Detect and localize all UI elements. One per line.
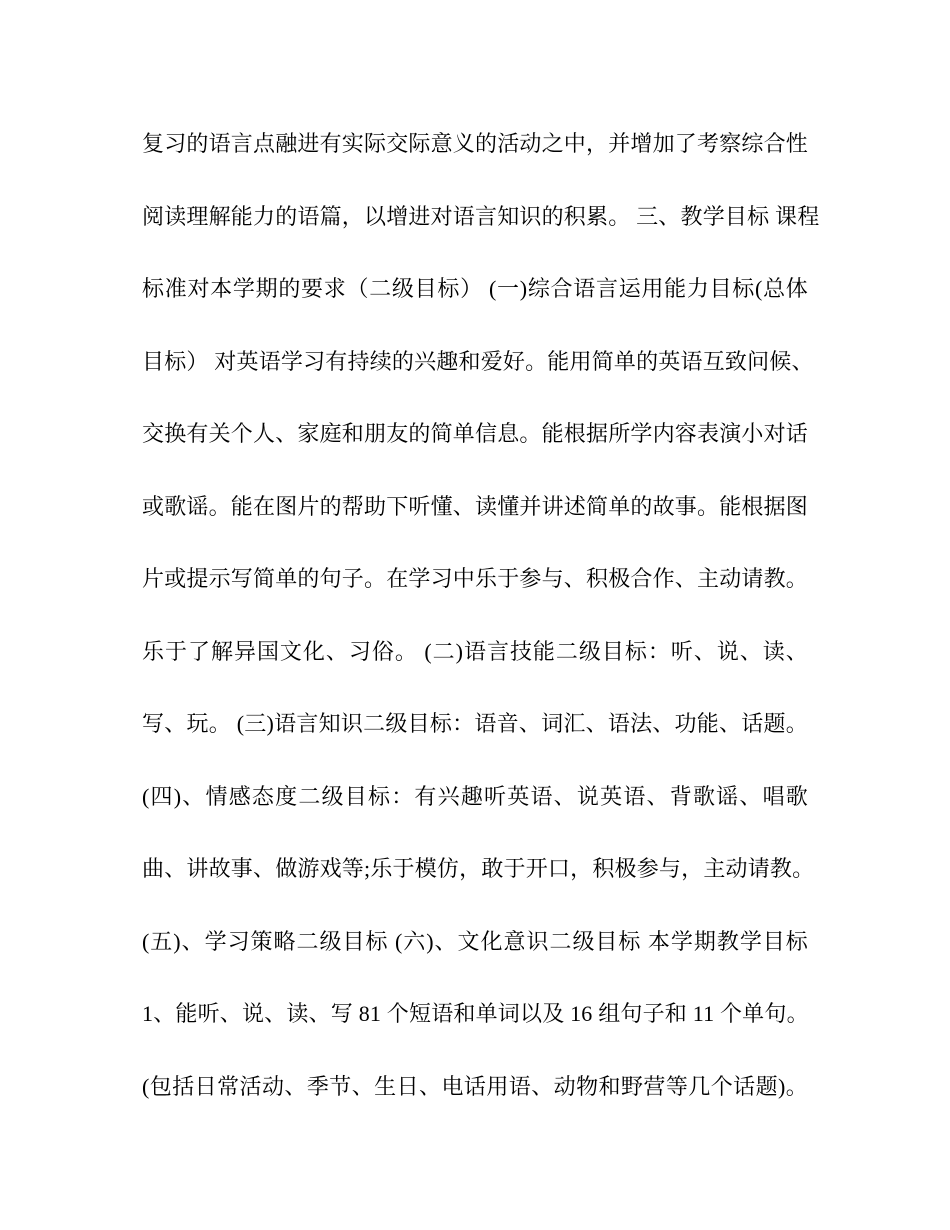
document-text-block [142,108,820,1123]
document-line: (包括日常活动、季节、生日、电话用语、动物和野营等几个话题)。 [142,1073,808,1099]
document-line: 片或提示写简单的句子。在学习中乐于参与、积极合作、主动请教。 [142,566,809,591]
document-line: (五)、学习策略二级目标 (六)、文化意识二级目标 本学期教学目标 [142,928,808,954]
document-line: 曲、讲故事、做游戏等;乐于模仿，敢于开口，积极参与，主动请教。 [142,856,815,881]
document-line: 1、能听、说、读、写 81 个短语和单词以及 16 组句子和 11 个单句。 [142,1001,809,1026]
document-line: 或歌谣。能在图片的帮助下听懂、读懂并讲述简单的故事。能根据图 [142,493,809,519]
document-line: 乐于了解异国文化、习俗。 (二)语言技能二级目标：听、说、读、 [142,638,808,664]
document-line: 目标） 对英语学习有持续的兴趣和爱好。能用简单的英语互致问候、 [142,348,814,374]
document-line: 复习的语言点融进有实际交际意义的活动之中，并增加了考察综合性 [142,131,809,156]
document-line: 交换有关个人、家庭和朋友的简单信息。能根据所学内容表演小对话 [142,421,809,446]
document-line: 写、玩。 (三)语言知识二级目标：语音、词汇、语法、功能、话题。 [142,711,808,736]
document-line: 标准对本学期的要求（二级目标） (一)综合语言运用能力目标(总体 [142,276,808,301]
document-line: (四)、情感态度二级目标：有兴趣听英语、说英语、背歌谣、唱歌 [142,783,808,809]
document-line: 阅读理解能力的语篇，以增进对语言知识的积累。 三、教学目标 课程 [142,203,820,229]
